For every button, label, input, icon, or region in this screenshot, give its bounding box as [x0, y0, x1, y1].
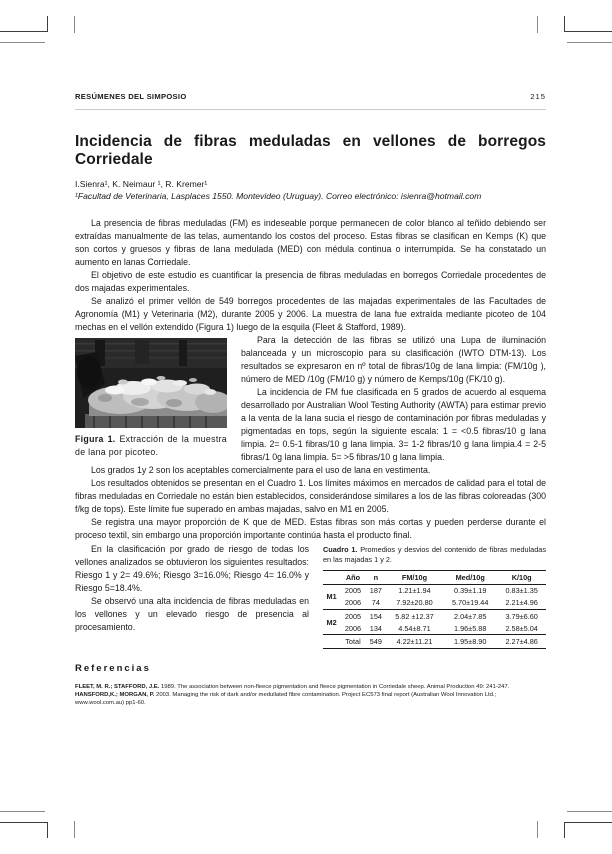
cell-med: 5.70±19.44	[451, 598, 489, 608]
cell-k: 2.27±4.86	[505, 636, 538, 646]
paragraph: En la clasificación por grado de riesgo de todas los vellones analizados se obtuvieron los siguientes resultados: Riesgo 1 y 2= 49.6%; Riesgo 3=16.0%; Riesgo 4= 16.0% y Riesgo 5=18.4%.	[75, 544, 309, 594]
cell-k: 3.79±6.60	[505, 611, 538, 621]
table-row	[323, 609, 546, 622]
paragraph: Se registra una mayor proporción de K que de MED. Estas fibras son más cortas y pueden perderse durante el proceso textil, sin embargo una proporción importante continúa hasta el producto final.	[75, 517, 546, 541]
page-content	[75, 92, 546, 707]
table-caption	[323, 545, 546, 564]
group-label: M2	[326, 617, 337, 627]
reference-text: 1989. The association between non-fleece pigmentation and fleece pigmentation in Corriedale sheep. Animal Production 49: 241-247.	[159, 683, 510, 690]
cell-k: 2.58±5.04	[505, 623, 538, 633]
col-header-fm: FM/10g	[386, 570, 443, 584]
cell-fm: 4.22±11.21	[396, 636, 433, 646]
paragraph: El objetivo de este estudio es cuantificar la presencia de fibras meduladas en borregos Corriedale procedentes de dos majadas experimentales.	[75, 270, 546, 294]
reference-item	[75, 683, 546, 691]
cell-year: 2006	[344, 598, 362, 608]
paragraph: Los resultados obtenidos se presentan en el Cuadro 1. Los límites máximos en mercados de calidad para el total de fibras meduladas en Corriedale no están bien establecidos, considerándose similares a los de las fibras coloreadas (300 f/kg de tops). Este límite fue superado en ambas majadas, salvo en M1 en 2005.	[75, 478, 546, 515]
cell-k: 2.21±4.96	[505, 598, 538, 608]
cell-n: 549	[369, 636, 382, 646]
cell-med: 1.95±8.90	[453, 636, 487, 646]
cell-k: 0.83±1.35	[505, 586, 538, 596]
figure1-caption-text: Extracción de la muestra de lana por picoteo.	[75, 434, 227, 457]
paragraph: Los grados 1y 2 son los aceptables comercialmente para el uso de lana en vestimenta.	[91, 465, 431, 476]
table-total-row	[323, 635, 546, 648]
reference-text: 2003. Managing the risk of dark and/or medullated fibre contamination. Project EC573 final report (Australian Wool Innovation Ltd.; www.wool.com.au) pp1-60.	[75, 691, 497, 706]
col-header-k: K/10g	[497, 570, 546, 584]
paragraph: La presencia de fibras meduladas (FM) es indeseable porque permanecen de color blanco al teñido debiendo ser extraídas manualmente de las telas, aumentando los costos del proceso. Estas fibras se clasifican en Kemps (K) que son cortos y gruesos y fibras de lana medulada (MED) con médula continua o interrumpida. Se ha constatado un aumento en lanas Corriedale.	[75, 218, 546, 268]
cell-empty	[323, 635, 340, 648]
figure1-caption	[75, 433, 227, 458]
cell-n: 134	[369, 623, 382, 633]
results-table	[323, 570, 546, 649]
affiliation-line: ¹Facultad de Veterinaria, Lasplaces 1550. Montevideo (Uruguay). Correo electrónico: isienra@hotmail.com	[75, 191, 482, 202]
figure-text-wrap	[75, 334, 546, 464]
reference-item	[75, 691, 546, 707]
table-row	[323, 584, 546, 597]
cell-year: 2006	[344, 623, 362, 633]
table-header-row	[323, 570, 546, 584]
paragraph: La incidencia de FM fue clasificada en 5 grados de acuerdo al esquema desarrollado por Australian Wool Testing Authority (AWTA) para estimar previo a la venta de la lana sucia el riesgo de contaminación por fibras meduladas y pigmentadas en tops, según la siguiente escala: 1 = <0.5 fibras/10 g lana limpia. 2= 0.5-1 fibras/10 g lana limpia. 3= 1-2 fibras/10 g lana limpia.4 = 2-5 fibras/1 0g lana limpia. 5= >5 fibras/10 g lana limpia.	[241, 387, 546, 463]
paragraph: Se analizó el primer vellón de 549 borregos procedentes de las majadas experimentales de las Facultades de Agronomía (M1) y Veterinaria (M2), durante 2005 y 2006. La muestra de lana fue extraída mediante picoteo de 104 mechas en el vellón extendido (Figura 1) luego de la esquila (Fleet & Stafford, 1989).	[75, 296, 546, 333]
article-title: Incidencia de fibras meduladas en vellones de borregos Corriedale	[75, 133, 546, 168]
table-block	[323, 543, 546, 648]
references-list	[75, 683, 546, 707]
page-number: 215	[530, 92, 546, 101]
table-caption-label: Cuadro 1.	[323, 545, 358, 555]
running-header-title: RESÚMENES DEL SIMPOSIO	[75, 92, 187, 101]
cell-year: 2005	[344, 586, 362, 596]
cell-fm: 7.92±20.80	[396, 598, 433, 608]
group-label: M1	[326, 592, 337, 602]
col-header-year: Año	[340, 570, 366, 584]
article-body	[75, 217, 546, 648]
table-caption-text: Promedios y desvios del contenido de fibras meduladas en las majadas 1 y 2.	[323, 545, 547, 564]
references-heading: Referencias	[75, 662, 151, 674]
col-header-n: n	[366, 570, 386, 584]
table-row	[323, 597, 546, 610]
cell-fm: 1.21±1.94	[398, 586, 431, 596]
paragraph: Para la detección de las fibras se utilizó una Lupa de iluminación balanceada y un microscopio para su clasificación (IWTO DTM-13). Los resultados se expresaron en nº total de fibras/10g de lana limpia: (FM/10g ), número de MED /10g (FM/10 g) y número de Kemps/10g (FK/10 g).	[241, 335, 546, 385]
col-header-group	[323, 570, 340, 584]
reference-authors: FLEET, M. R.; STAFFORD, J.E.	[75, 683, 160, 690]
cell-med: 2.04±7.85	[453, 611, 487, 621]
authors-line: I.Sienra¹, K. Neimaur ¹, R. Kremer¹	[75, 179, 208, 190]
paragraph: Se observó una alta incidencia de fibras meduladas en los vellones y un elevado riesgo de presencia al procesamiento.	[75, 596, 309, 633]
cell-year: 2005	[344, 611, 362, 621]
figure1	[75, 338, 227, 458]
running-header	[75, 92, 546, 102]
left-column	[75, 543, 309, 634]
cell-med: 1.96±5.88	[453, 623, 487, 633]
header-rule	[75, 109, 546, 110]
cell-med: 0.39±1.19	[453, 586, 487, 596]
cell-fm: 5.82 ±12.37	[395, 611, 434, 621]
total-label: Total	[345, 636, 361, 646]
cell-fm: 4.54±8.71	[398, 623, 431, 633]
cell-n: 187	[369, 586, 382, 596]
table-row	[323, 622, 546, 635]
figure1-image	[75, 338, 227, 428]
figure1-caption-label: Figura 1.	[75, 434, 116, 445]
two-column-section	[75, 543, 546, 648]
col-header-med: Med/10g	[443, 570, 497, 584]
cell-n: 74	[371, 598, 380, 608]
reference-authors: HANSFORD,K.; MORGAN, P.	[75, 691, 155, 698]
cell-n: 154	[369, 611, 382, 621]
